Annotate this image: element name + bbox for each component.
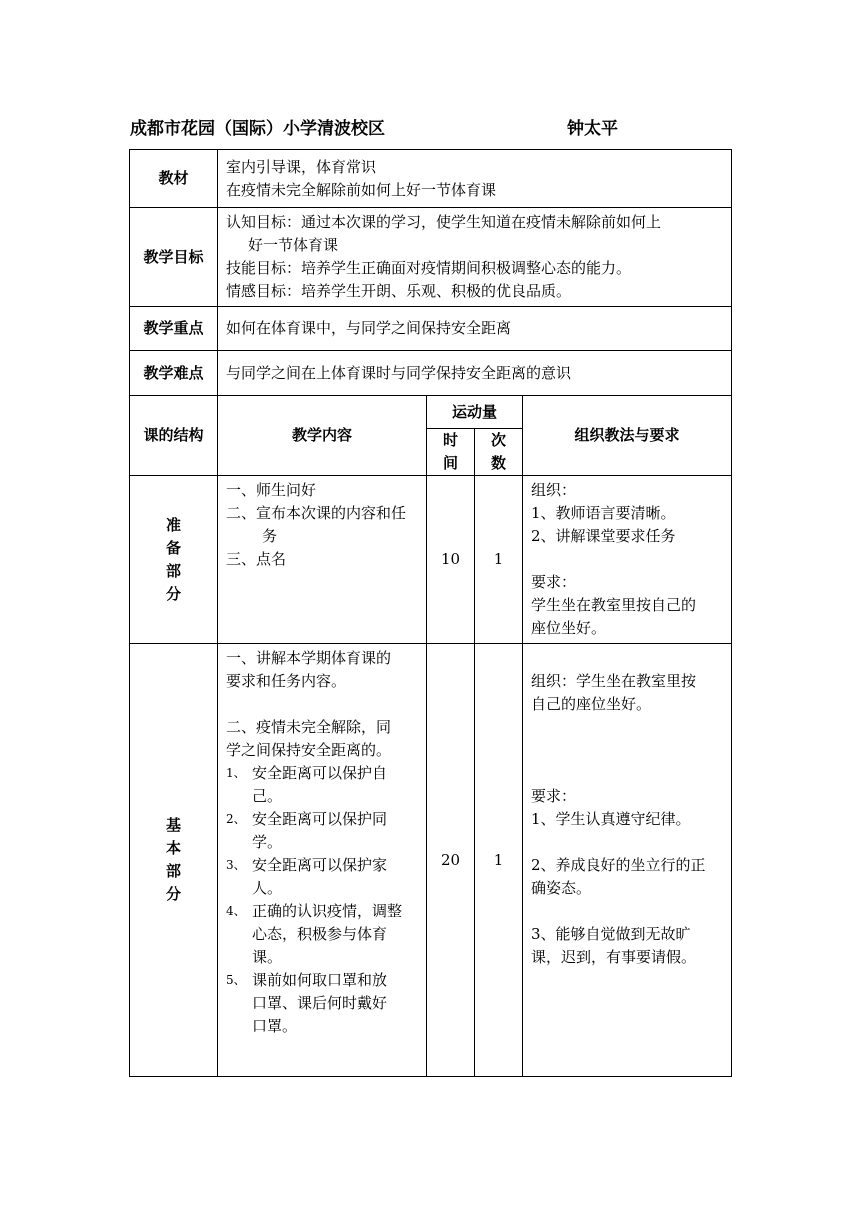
- col-header-time: [427, 429, 475, 476]
- material-label: 教材: [130, 150, 218, 208]
- basic-label-char-4: 分: [165, 885, 181, 903]
- basic-label-char-1: 基: [165, 816, 181, 834]
- basic-point-list: [226, 762, 420, 1038]
- list-item-text-cont-2: 课。: [252, 948, 283, 966]
- prep-method: [523, 476, 732, 644]
- basic-count: 1: [475, 644, 523, 1077]
- col-header-content: 教学内容: [218, 396, 427, 476]
- list-item-number: 1、: [226, 766, 246, 780]
- prep-content: [218, 476, 427, 644]
- col-header-count-char-1: 次: [490, 431, 506, 449]
- basic-label-char-2: 本: [165, 839, 181, 857]
- row-material: [130, 150, 732, 208]
- difficulty-label: 教学难点: [130, 351, 218, 396]
- list-item-text-cont: 己。: [252, 787, 283, 805]
- basic-req-label: 要求：: [531, 787, 577, 805]
- teacher-name: 钟太平: [567, 119, 618, 139]
- basic-label-char-3: 部: [165, 862, 181, 880]
- material-line-1: 室内引导课，体育常识: [226, 157, 377, 176]
- focus-text: 如何在体育课中，与同学之间保持安全距离: [218, 307, 732, 351]
- list-item-text: 安全距离可以保护自: [252, 764, 388, 782]
- goals-content: [218, 208, 732, 307]
- prep-req-label: 要求：: [531, 573, 577, 591]
- basic-p1-line-1: 一、讲解本学期体育课的: [226, 649, 392, 667]
- basic-method: [523, 644, 732, 1077]
- prep-req-line-1: 学生坐在教室里按自己的: [531, 596, 697, 614]
- prep-label-char-2: 备: [165, 538, 181, 557]
- row-goals: [130, 208, 732, 307]
- col-header-method: 组织教法与要求: [523, 396, 732, 476]
- basic-p2-line-1: 二、疫情未完全解除，同: [226, 718, 392, 736]
- prep-org-label: 组织：: [531, 481, 577, 499]
- row-column-headers: [130, 396, 732, 429]
- list-item-text: 安全距离可以保护家: [252, 856, 388, 874]
- basic-p1-line-2: 要求和任务内容。: [226, 672, 347, 690]
- row-preparation: [130, 476, 732, 644]
- prep-org-item-1: 1、教师语言要清晰。: [531, 504, 676, 522]
- prep-time: 10: [427, 476, 475, 644]
- goals-label: 教学目标: [130, 208, 218, 307]
- goal-cognitive-line-2: 好一节体育课: [248, 236, 339, 254]
- basic-req-2-line-1: 2、养成良好的坐立行的正: [531, 856, 706, 874]
- basic-req-1: 1、学生认真遵守纪律。: [531, 810, 691, 828]
- material-content: [218, 150, 732, 208]
- focus-label: 教学重点: [130, 307, 218, 351]
- basic-req-3-line-1: 3、能够自觉做到无故旷: [531, 925, 691, 943]
- basic-p2-line-2: 学之间保持安全距离的。: [226, 741, 392, 759]
- list-item: [226, 854, 420, 900]
- basic-section-label: [130, 644, 218, 1077]
- col-header-count: [475, 429, 523, 476]
- col-header-time-char-2: 间: [442, 454, 458, 472]
- page-header: [130, 114, 730, 140]
- list-item-text-cont: 人。: [252, 879, 283, 897]
- prep-label-char-4: 分: [165, 584, 181, 603]
- list-item: [226, 808, 420, 854]
- col-header-count-char-2: 数: [490, 454, 506, 472]
- prep-section-label: [130, 476, 218, 644]
- lesson-plan-table: [129, 149, 732, 1077]
- list-item-text: 课前如何取口罩和放: [252, 971, 388, 989]
- goal-emotion: 情感目标：培养学生开朗、乐观、积极的优良品质。: [226, 282, 572, 300]
- col-header-structure: 课的结构: [130, 396, 218, 476]
- basic-req-2-line-2: 确姿态。: [531, 879, 592, 897]
- list-item-number: 5、: [226, 973, 246, 987]
- basic-time: 20: [427, 644, 475, 1077]
- prep-label-char-1: 准: [165, 515, 181, 534]
- prep-org-item-2: 2、讲解课堂要求任务: [531, 527, 676, 545]
- row-basic: [130, 644, 732, 1077]
- school-name: 成都市花园（国际）小学清波校区: [130, 119, 385, 139]
- col-header-load: 运动量: [427, 396, 523, 429]
- goal-skill: 技能目标：培养学生正确面对疫情期间积极调整心态的能力。: [226, 259, 632, 277]
- row-focus: [130, 307, 732, 351]
- prep-item-3: 三、点名: [226, 550, 287, 568]
- prep-item-2-cont: 务: [262, 527, 278, 545]
- prep-count: 1: [475, 476, 523, 644]
- prep-item-2: 二、宣布本次课的内容和任: [226, 504, 407, 522]
- basic-req-3-line-2: 课，迟到，有事要请假。: [531, 948, 697, 966]
- row-difficulty: [130, 351, 732, 396]
- difficulty-text: 与同学之间在上体育课时与同学保持安全距离的意识: [218, 351, 732, 396]
- goal-cognitive-line-1: 认知目标：通过本次课的学习，使学生知道在疫情未解除前如何上: [226, 213, 662, 231]
- list-item-number: 2、: [226, 812, 246, 826]
- list-item-text-cont-2: 口罩。: [252, 1017, 298, 1035]
- prep-item-1: 一、师生问好: [226, 481, 317, 499]
- prep-req-line-2: 座位坐好。: [531, 619, 607, 637]
- basic-org-line-2: 自己的座位坐好。: [531, 695, 652, 713]
- list-item-number: 3、: [226, 858, 246, 872]
- list-item: [226, 900, 420, 969]
- list-item: [226, 762, 420, 808]
- list-item-text-cont: 口罩、课后何时戴好: [252, 994, 388, 1012]
- list-item-text-cont: 心态，积极参与体育: [252, 925, 388, 943]
- list-item-number: 4、: [226, 904, 246, 918]
- list-item-text-cont: 学。: [252, 833, 283, 851]
- list-item-text: 正确的认识疫情，调整: [252, 902, 403, 920]
- prep-label-char-3: 部: [165, 561, 181, 580]
- material-line-2: 在疫情未完全解除前如何上好一节体育课: [226, 180, 497, 199]
- basic-content: [218, 644, 427, 1077]
- basic-org-line-1: 组织：学生坐在教室里按: [531, 672, 697, 690]
- list-item: [226, 969, 420, 1038]
- col-header-time-char-1: 时: [442, 431, 458, 449]
- list-item-text: 安全距离可以保护同: [252, 810, 388, 828]
